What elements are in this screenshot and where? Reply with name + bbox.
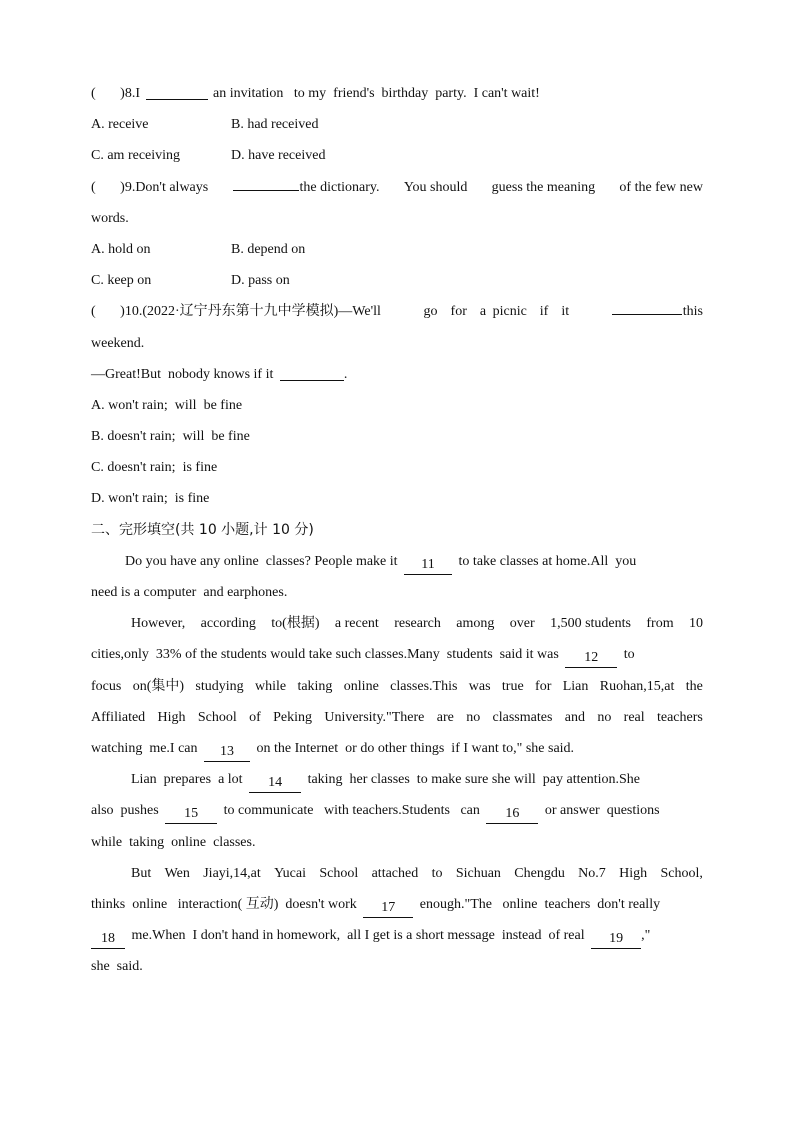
p2-line-4-word: no bbox=[466, 709, 481, 725]
p4-line-1-word: School, bbox=[660, 865, 703, 881]
p2-line-1-word: However, bbox=[131, 616, 186, 632]
p2-line-4-word: classmates bbox=[492, 709, 553, 725]
question-8 bbox=[91, 78, 703, 109]
p2-line-4-word: no bbox=[597, 709, 612, 725]
passage-p4-line-3 bbox=[91, 920, 703, 951]
passage-p2-line-5 bbox=[91, 733, 703, 764]
blank-19: 19 bbox=[591, 931, 641, 949]
p2-line-1-word: according bbox=[200, 616, 256, 632]
passage-p4-line-1 bbox=[91, 858, 703, 889]
passage-p2-line-2 bbox=[91, 639, 703, 670]
passage-p3-line-1 bbox=[91, 764, 703, 795]
p1-text-2: to take classes at home.All you bbox=[458, 553, 637, 569]
q8-option-a: A. receive bbox=[91, 117, 149, 133]
p2-line-4-word: Peking bbox=[273, 709, 312, 725]
p2-line-1-word: over bbox=[509, 616, 535, 632]
p4-text-4: ," bbox=[641, 928, 651, 944]
q10-option-b: B. doesn't rain; will be fine bbox=[91, 429, 250, 445]
q10-blank-group bbox=[612, 296, 703, 327]
p3-text-3: also pushes bbox=[91, 803, 159, 819]
p2-text-4: on the Internet or do other things if I want to," she said. bbox=[256, 740, 575, 756]
q10-blank-2 bbox=[280, 364, 344, 381]
q8-options-row-1 bbox=[91, 109, 703, 140]
q9-option-c: C. keep on bbox=[91, 273, 152, 289]
p2-line-3-word: Lian bbox=[562, 678, 589, 694]
q8-number: ( )8.I bbox=[91, 86, 140, 101]
p2-line-1-word: a recent bbox=[334, 616, 379, 632]
q9-text-1: the dictionary. bbox=[299, 179, 380, 195]
blank-12: 12 bbox=[565, 650, 617, 668]
q10-line-3 bbox=[91, 359, 703, 390]
q10-line-2: weekend. bbox=[91, 335, 145, 351]
q10-text-2: this bbox=[682, 304, 703, 320]
q10-reply: —Great!But nobody knows if it bbox=[91, 366, 274, 382]
section-2-heading: 二、完形填空(共 10 小题,计 10 分) bbox=[91, 521, 314, 538]
worksheet-page bbox=[91, 78, 703, 982]
p4-line-1-word: attached bbox=[371, 865, 419, 881]
q9-options-row-1 bbox=[91, 234, 703, 265]
blank-16: 16 bbox=[486, 806, 538, 824]
p2-line-1-word: among bbox=[456, 616, 495, 632]
p2-line-1-word: 1,500 students bbox=[550, 616, 631, 632]
q9-line-2: words. bbox=[91, 210, 129, 226]
q9-text-2: You should bbox=[403, 179, 468, 195]
p2-line-4-word: teachers bbox=[656, 709, 703, 725]
p2-line-4-word: real bbox=[623, 709, 645, 725]
q9-option-b: B. depend on bbox=[231, 241, 306, 257]
p4-line-1-word: But bbox=[131, 865, 152, 881]
p2-line-3-word: studying bbox=[195, 678, 244, 694]
q9-blank-group bbox=[233, 172, 380, 203]
p4-line-1-word: to bbox=[431, 865, 443, 881]
passage-p2-line-1 bbox=[91, 608, 703, 639]
passage-p4-line-4: she said. bbox=[91, 959, 143, 975]
p2-line-4-word: are bbox=[436, 709, 454, 725]
passage-p4-line-2 bbox=[91, 889, 703, 920]
p4-line-1-word: School bbox=[319, 865, 359, 881]
blank-15: 15 bbox=[165, 806, 217, 824]
p2-line-4-word: and bbox=[564, 709, 585, 725]
p4-line-1-word: Yucai bbox=[274, 865, 307, 881]
p2-line-3-word: focus bbox=[91, 678, 122, 694]
p2-text-2: to bbox=[623, 647, 635, 663]
p2-line-3-word: on(集中) bbox=[132, 678, 185, 694]
q9-option-d: D. pass on bbox=[231, 273, 290, 289]
blank-18: 18 bbox=[91, 931, 125, 949]
p2-line-3-word: the bbox=[685, 678, 703, 694]
p2-line-1-word: research bbox=[394, 616, 441, 632]
q10-reply-end: . bbox=[343, 366, 348, 382]
p2-line-1-word: 10 bbox=[689, 616, 703, 632]
passage-p1-line-1 bbox=[91, 546, 703, 577]
p2-line-1-word: from bbox=[646, 616, 674, 632]
blank-14: 14 bbox=[249, 775, 301, 793]
q9-number: ( )9.Don't always bbox=[91, 179, 209, 195]
q10-option-c: C. doesn't rain; is fine bbox=[91, 460, 218, 476]
q8-text: an invitation to my friend's birthday party. I can't wait! bbox=[213, 86, 540, 101]
blank-13: 13 bbox=[204, 744, 250, 762]
q10-text-1: go for a picnic if it bbox=[423, 304, 570, 320]
p4-line-1-word: High bbox=[619, 865, 648, 881]
q9-options-row-2 bbox=[91, 265, 703, 296]
p4-text-3: me.When I don't hand in homework, all I get is a short message instead of real bbox=[131, 928, 585, 944]
passage-p1-line-2: need is a computer and earphones. bbox=[91, 585, 288, 600]
p3-text-2: taking her classes to make sure she will pay attention.She bbox=[307, 772, 640, 788]
p2-line-4-word: School bbox=[197, 709, 237, 725]
q8-option-c: C. am receiving bbox=[91, 148, 181, 164]
p2-line-4-word: Affiliated bbox=[91, 709, 146, 725]
p3-text-5: or answer questions bbox=[544, 803, 660, 819]
blank-11: 11 bbox=[404, 557, 452, 575]
p4-line-1-word: Wen bbox=[164, 865, 190, 881]
p2-line-3-word: taking bbox=[297, 678, 333, 694]
q8-option-b: B. had received bbox=[231, 117, 319, 133]
p2-line-4-word: of bbox=[249, 709, 261, 725]
p3-text-4: to communicate with teachers.Students can bbox=[223, 803, 480, 819]
q8-option-d: D. have received bbox=[231, 148, 326, 164]
p2-line-3-word: was bbox=[468, 678, 491, 694]
question-9 bbox=[91, 172, 703, 203]
p2-line-3-word: classes.This bbox=[390, 678, 458, 694]
passage-p3-line-2 bbox=[91, 795, 703, 826]
p1-text-1: Do you have any online classes? People make it bbox=[125, 553, 398, 569]
q8-blank bbox=[146, 83, 208, 100]
passage-p3-line-3: while taking online classes. bbox=[91, 834, 256, 850]
q8-options-row-2 bbox=[91, 140, 703, 171]
blank-17: 17 bbox=[363, 900, 413, 918]
q9-text-3: guess the meaning bbox=[491, 179, 596, 195]
question-10 bbox=[91, 296, 703, 327]
p2-line-3-word: while bbox=[254, 678, 287, 694]
p4-text-1: thinks online interaction( 互动) doesn't work bbox=[91, 896, 357, 912]
q10-option-d: D. won't rain; is fine bbox=[91, 491, 210, 507]
q10-blank-1 bbox=[612, 298, 682, 315]
p2-line-4-word: University."There bbox=[324, 709, 425, 725]
q9-blank bbox=[233, 174, 299, 191]
p2-line-3-word: online bbox=[343, 678, 379, 694]
q10-option-a: A. won't rain; will be fine bbox=[91, 397, 243, 413]
p2-text-1: cities,only 33% of the students would take such classes.Many students said it was bbox=[91, 647, 559, 663]
p4-text-2: enough."The online teachers don't really bbox=[419, 896, 661, 912]
p2-line-3-word: for bbox=[535, 678, 552, 694]
p2-line-3-word: Ruohan,15,at bbox=[599, 678, 675, 694]
p2-line-4-word: High bbox=[157, 709, 186, 725]
p2-text-3: watching me.I can bbox=[91, 740, 198, 756]
p4-line-1-word: Chengdu bbox=[514, 865, 565, 881]
p2-line-1-word: to(根据) bbox=[271, 616, 320, 632]
q10-number: ( )10.(2022·辽宁丹东第十九中学模拟)—We'll bbox=[91, 304, 381, 320]
p4-line-1-word: No.7 bbox=[578, 865, 606, 881]
p2-line-3-word: true bbox=[501, 678, 524, 694]
passage-p2-line-3 bbox=[91, 671, 703, 702]
passage-p2-line-4 bbox=[91, 702, 703, 733]
p3-text-1: Lian prepares a lot bbox=[131, 772, 243, 788]
p4-line-1-word: Sichuan bbox=[455, 865, 501, 881]
q9-text-4: of the few new bbox=[619, 179, 703, 195]
p4-line-1-word: Jiayi,14,at bbox=[203, 865, 261, 881]
q9-option-a: A. hold on bbox=[91, 241, 151, 257]
